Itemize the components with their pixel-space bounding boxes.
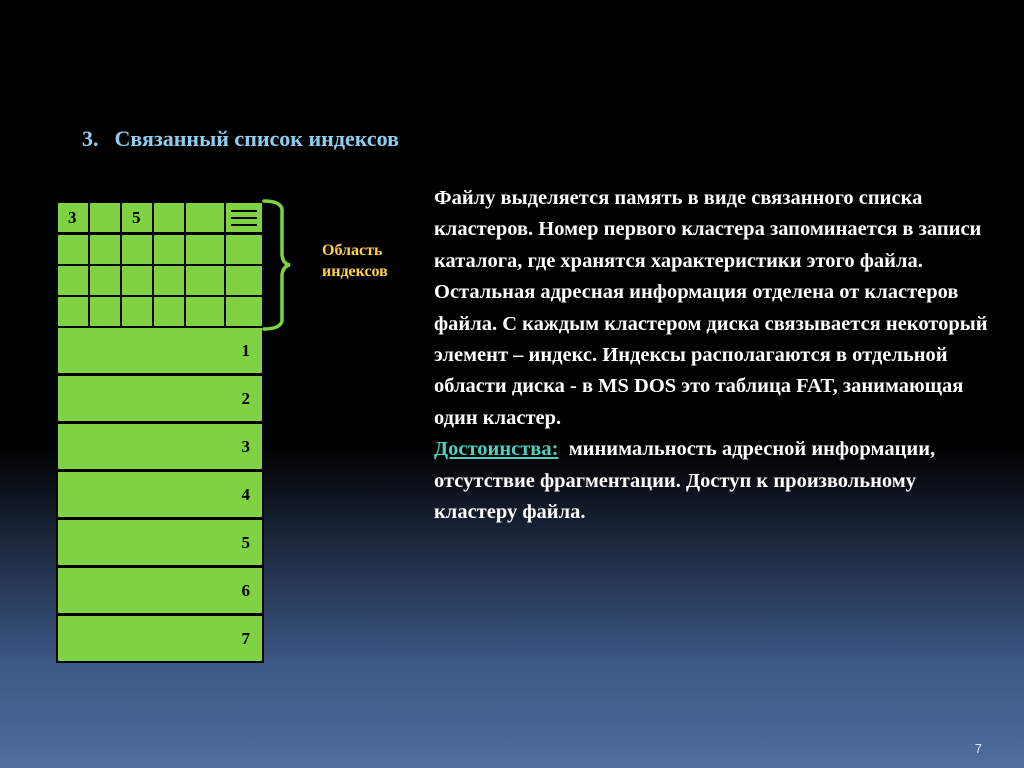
index-cell [226,235,262,264]
index-cell [58,297,88,326]
index-cell-menu-icon [226,203,262,232]
index-cell [58,266,88,295]
index-cell [186,203,224,232]
description-paragraph: Файлу выделяется память в виде связанного списка кластеров. Номер первого кластера запоминается в записи каталога, где хранятся характеристики этого файла. Остальная адресная информация отделена от кластеров файла. С каждым кластером диска связывается некоторый элемент – индекс. Индексы располагаются в отдельной области диска - в MS DOS это таблица FAT, занимающая один кластер. [434,187,988,429]
cluster-row-7: 7 [58,616,262,661]
cluster-row-6: 6 [58,568,262,613]
cluster-row-4: 4 [58,472,262,517]
index-cell [186,266,224,295]
heading-number: 3. [82,126,99,151]
advantages-label: Достоинства: [434,438,559,461]
cluster-row-2: 2 [58,376,262,421]
index-cell [90,266,120,295]
index-cell [226,266,262,295]
index-cluster-diagram [56,201,264,663]
cluster-row-5: 5 [58,520,262,565]
index-cell [122,235,152,264]
index-cell [186,297,224,326]
cluster-row-3: 3 [58,424,262,469]
cluster-row-1: 1 [58,328,262,373]
index-area-label-line2: индексов [322,263,388,280]
index-cell [122,266,152,295]
index-cell [90,235,120,264]
index-cell [186,235,224,264]
index-cell [154,297,184,326]
heading-title: Связанный список индексов [114,126,399,151]
slide-page-number: 7 [974,741,982,756]
index-cell [90,203,120,232]
index-cell [58,235,88,264]
advantages-text: минимальность адресной информации, отсутствие фрагментации. Доступ к произвольному кластеру файла. [434,438,941,524]
index-area-label [322,240,388,282]
menu-icon [231,209,257,227]
index-cell [90,297,120,326]
index-cell [226,297,262,326]
index-cell [154,203,184,232]
advantages-paragraph [434,434,1004,528]
index-cell: 3 [58,203,88,232]
description-text [434,183,1004,528]
index-cell [154,235,184,264]
slide-heading [82,126,399,152]
index-cell [122,297,152,326]
index-cell [154,266,184,295]
index-cell: 5 [122,203,152,232]
curly-brace-icon [262,199,292,331]
index-area-label-line1: Область [322,242,383,259]
